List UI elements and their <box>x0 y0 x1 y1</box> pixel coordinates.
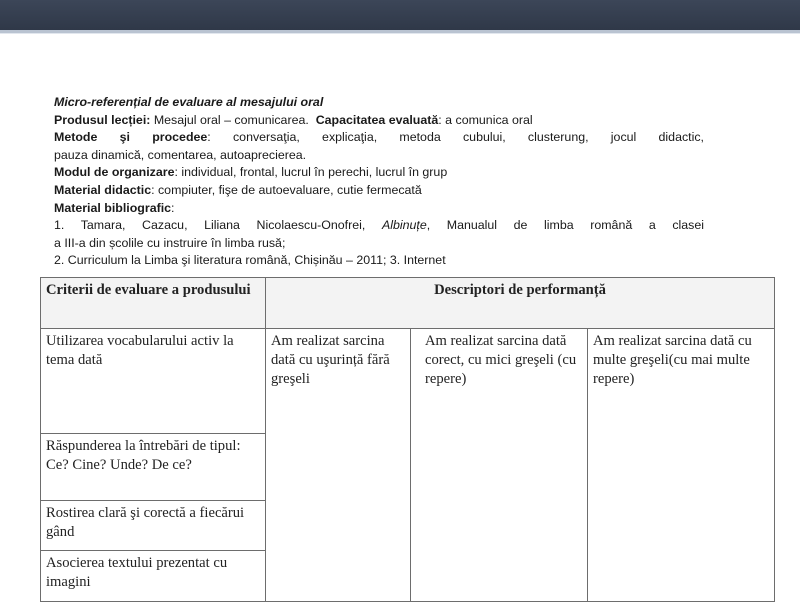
table-row <box>41 329 775 434</box>
table-header-row <box>41 278 775 329</box>
material-label: Material didactic <box>54 182 152 197</box>
slide-top-bar <box>0 0 800 30</box>
metode-line <box>54 129 704 147</box>
bib-item-1 <box>54 217 704 235</box>
bibliografic-label: Material bibliografic <box>54 200 172 215</box>
criterion-cell: Asocierea textului prezentat cu imagini <box>41 551 266 602</box>
produsul-value: Mesajul oral – comunicarea. <box>150 112 309 127</box>
modul-label: Modul de organizare <box>54 165 175 180</box>
descriptor-cell: Am realizat sarcina dată corect, cu mici greşeli (cu repere) <box>411 329 588 602</box>
bib-item-2: 2. Curriculum la Limba şi literatura română, Chișinău – 2011; 3. Internet <box>54 253 446 268</box>
material-value: : compiuter, fişe de autoevaluare, cutie fermecată <box>151 182 422 197</box>
lesson-info-block <box>54 94 704 270</box>
criterion-cell: Rostirea clară şi corectă a fiecărui gând <box>41 501 266 551</box>
slide-title: Micro-referențial de evaluare al mesajului oral <box>54 95 324 109</box>
metode-value-1: : conversaţia, explicaţia, metoda cubului, clusterung, jocul didactic, <box>207 130 704 145</box>
criteria-header: Criterii de evaluare a produsului <box>41 278 266 329</box>
capacitatea-label: Capacitatea evaluată <box>315 112 439 127</box>
produsul-label: Produsul lecției: <box>54 112 151 127</box>
metode-label: Metode şi procedee <box>54 130 208 145</box>
evaluation-table <box>40 277 775 602</box>
metode-line-2: pauza dinamică, comentarea, autoaprecierea. <box>54 147 307 162</box>
criterion-cell: Răspunderea la întrebări de tipul: Ce? Cine? Unde? De ce? <box>41 434 266 501</box>
bib1-authors: 1. Tamara, Cazacu, Liliana Nicolaescu-Onofrei, <box>54 218 382 233</box>
bib1-title: Albinuțe <box>381 218 427 233</box>
material-line <box>54 182 704 200</box>
descriptor-cell: Am realizat sarcina dată cu multe greşeli(cu mai multe repere) <box>588 329 775 602</box>
bib1-desc: , Manualul de limba română a clasei <box>426 218 704 233</box>
descriptor-cell: Am realizat sarcina dată cu uşurință fără greşeli <box>266 329 411 602</box>
capacitatea-value: : a comunica oral <box>438 112 533 127</box>
bibliografic-line <box>54 200 704 218</box>
modul-line <box>54 164 704 182</box>
modul-value: : individual, frontal, lucrul în perechi, lucrul în grup <box>174 165 448 180</box>
criterion-cell: Utilizarea vocabularului activ la tema dată <box>41 329 266 434</box>
slide-top-accent-line <box>0 33 800 34</box>
produsul-line <box>54 112 704 130</box>
bibliografic-colon: : <box>171 200 175 215</box>
descriptors-header: Descriptori de performanță <box>266 278 775 329</box>
bib-item-1-line-2: a III-a din școlile cu instruire în limba rusă; <box>54 235 286 250</box>
